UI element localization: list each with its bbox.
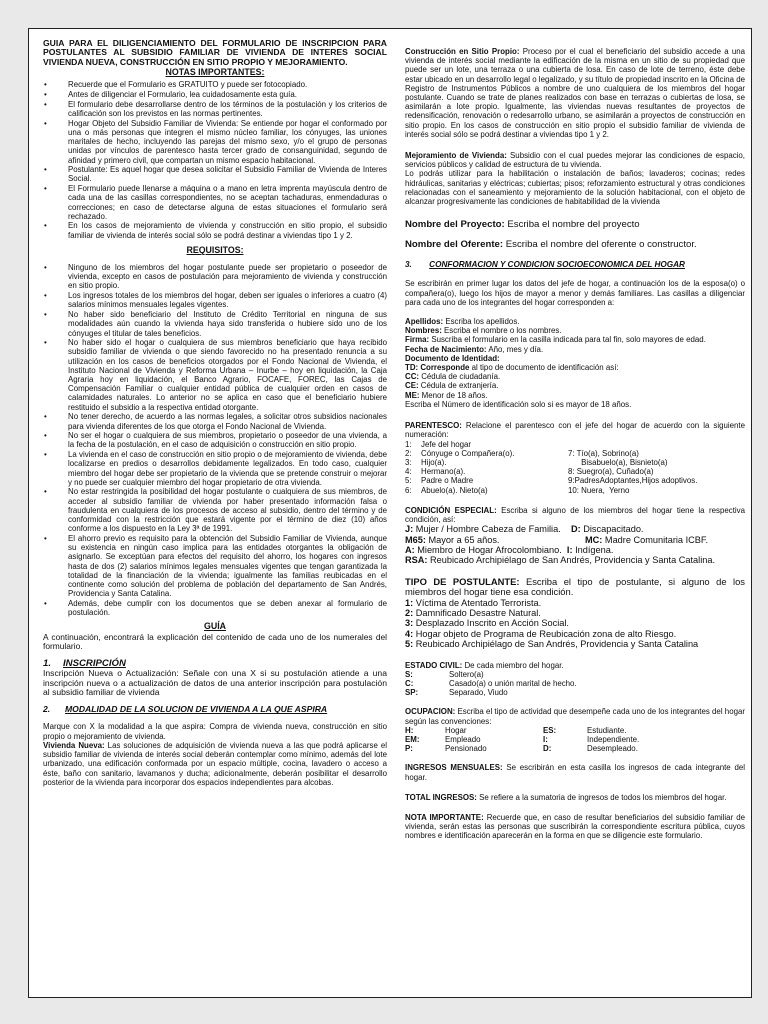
ocupacion-code: D: <box>543 744 552 754</box>
ocupacion-list <box>405 726 745 754</box>
proyecto-label: Nombre del Proyecto: <box>405 219 505 231</box>
parentesco-num: 6: <box>405 485 412 495</box>
ocupacion-code: EM: <box>405 735 420 745</box>
nota-importante-label: NOTA IMPORTANTE: <box>405 813 484 823</box>
me-label: ME: <box>405 390 420 400</box>
tipo-text: Escriba el tipo de postulante, si alguno de los miembros del hogar tiene esa condición. <box>405 575 745 598</box>
requisito-item: • No haber sido el hogar o cualquiera de sus miembros beneficiario que haya recibido subsidio familiar de vivienda o que siendo favorecido no ha presentado renuncia a su utilización en los casos de beneficios otorgados por el Fondo Nacional de Vivienda, el Instituto Nacional de Vivienda y Reforma Urbana – Inurbe – hoy en liquidación, la Caja Agraria hoy en liquidación, el Banco Agrario, FOCAFE, FOREC, las Cajas de Compensación Familiar o cualquier entidad pública de cualquier orden en casos de calamidades naturales. Lo anterior no se aplica en caso que el beneficiario hubiere restituido el subsidio a la respectiva entidad otorgante. <box>43 338 387 412</box>
requisito-item: • Ninguno de los miembros del hogar postulante puede ser propietario o poseedor de vivienda, excepto en casos de postulación para mejoramiento de vivienda y construcción en sitio propio. <box>43 263 387 291</box>
ocupacion-code: ES: <box>543 725 557 735</box>
requisito-item: • No estar restringida la posibilidad del hogar postulante o cualquiera de sus miembros, de acceder al subsidio familiar de vivienda por haber presentado información falsa o fraudulenta en cualquiera de los procesos de acceso al subsidio, dentro del término y de conformidad con la restricción que estará vigente por el término de diez (10) años conforme a los dispuesto en la Ley 3ª de 1991. <box>43 487 387 533</box>
estado-civil-list <box>405 670 745 698</box>
vivienda-nueva-paragraph <box>43 741 387 787</box>
requisito-item: • Los ingresos totales de los miembros del hogar, deben ser iguales o inferiores a cuatro (4) salarios mínimos mensuales legales vigentes. <box>43 291 387 309</box>
requisito-item: • El ahorro previo es requisito para la obtención del Subsidio Familiar de Vivienda, aunque su existencia en ningún caso implica para las entidades otorgantes la obligación de asignarlo. Se exceptúan para efectos del requisito del ahorro, los hogares con ingresos hasta de dos (2) salarios mínimos legales mensuales vigentes que tengan garantizada la totalidad de la financiación de la vivienda; igualmente las familias reubicadas en el continente como solución del problema de población del departamento de San Andrés, Providencia y Santa Catalina. <box>43 534 387 598</box>
parentesco-num: 1: <box>405 439 412 449</box>
tipo-item <box>405 608 745 618</box>
right-column <box>405 39 745 841</box>
condicion-row-1 <box>405 524 745 534</box>
section-3-title: CONFORMACION Y CONDICION SOCIOECONOMICA DEL HOGAR <box>429 260 685 270</box>
tipo-desc: Reubicado Archipiélago de San Andrés, Providencia y Santa Catalina <box>413 639 699 650</box>
oferente-line <box>405 239 745 250</box>
construccion-paragraph <box>405 47 745 139</box>
cond-rsa-text: Reubicado Archipiélago de San Andrés, Providencia y Santa Catalina. <box>427 555 716 566</box>
ocupacion-label: OCUPACION: <box>405 707 456 717</box>
documento-line <box>405 354 745 363</box>
parentesco-alt: 7: Tío(a), Sobrino(a) <box>568 448 639 458</box>
cc-text: Cédula de ciudadanía. <box>419 372 501 382</box>
nota-importante-paragraph <box>405 813 745 841</box>
tipo-code: 2: <box>405 607 414 618</box>
parentesco-alt: Bisabuelo(a), Bisnieto(a) <box>568 457 668 467</box>
condicion-paragraph <box>405 506 745 524</box>
parentesco-text: Relacione el parentesco con el jefe del hogar de acuerdo con la siguiente numeración: <box>405 421 745 440</box>
proyecto-line <box>405 219 745 230</box>
documento-note: Escriba el Número de identificación solo si es mayor de 18 años. <box>405 399 632 409</box>
section-3-number: 3. <box>405 260 412 270</box>
fecha-label: Fecha de Nacimiento: <box>405 344 487 354</box>
cond-j-text: Mujer / Hombre Cabeza de Familia. <box>413 524 561 535</box>
estado-civil-desc: Soltero(a) <box>449 669 484 679</box>
apellidos-line <box>405 317 745 326</box>
section-1-title: INSCRIPCIÓN <box>63 657 126 669</box>
parentesco-num: 3: <box>405 457 412 467</box>
section-3-intro: Se escribirán en primer lugar los datos del jefe de hogar, a continuación los de la esposa(o) o compañera(o), luego los hijos de mayor a menor y demás familiares. Las casillas a diligenciar para cada uno de los integrantes del hogar corresponden a: <box>405 279 745 307</box>
estado-civil-desc: Separado, Viudo <box>449 688 508 698</box>
section-3-heading <box>405 260 745 269</box>
td-line <box>405 363 745 372</box>
td-text: al tipo de documento de identificación así: <box>469 363 619 373</box>
total-ingresos-label: TOTAL INGRESOS: <box>405 792 477 802</box>
parentesco-desc: Hijo(a). <box>421 457 447 467</box>
cond-mc-text: Madre Comunitaria ICBF. <box>602 534 709 545</box>
parentesco-desc: Abuelo(a). Nieto(a) <box>421 485 488 495</box>
parentesco-alt: 9:PadresAdoptantes,Hijos adoptivos. <box>568 476 698 486</box>
mejoramiento-paragraph <box>405 151 745 169</box>
parentesco-alt: 10: Nuera, Yerno <box>568 485 630 495</box>
tipo-desc: Desplazado Inscrito en Acción Social. <box>413 618 569 629</box>
nombres-text: Escriba el nombre o los nombres. <box>441 326 562 336</box>
cond-a-text: Miembro de Hogar Afrocolombiano. <box>414 544 562 555</box>
total-ingresos-text: Se refiere a la sumatoria de ingresos de todos los miembros del hogar. <box>476 792 727 802</box>
parentesco-num: 5: <box>405 476 412 486</box>
ce-text: Cédula de extranjería. <box>418 381 499 391</box>
estado-civil-paragraph <box>405 661 745 670</box>
ingresos-mensuales-label: INGRESOS MENSUALES: <box>405 763 503 773</box>
ocupacion-desc: Estudiante. <box>587 725 627 735</box>
nota-item: • Hogar Objeto del Subsidio Familiar de Vivienda: Se entiende por hogar el conformado por una o más personas que integren el mismo núcleo familiar, los cónyuges, las uniones maritales de hecho, incluyendo las parejas del mismo sexo, y/o el grupo de personas unidas por vínculos de parentesco hasta tercer grado de consanguinidad, segundo de afinidad y primero civil, que compartan un mismo espacio habitacional. <box>43 119 387 165</box>
me-line <box>405 391 745 400</box>
tipo-desc: Hogar objeto de Programa de Reubicación zona de alto Riesgo. <box>413 628 677 639</box>
condicion-label: CONDICIÓN ESPECIAL: <box>405 505 497 515</box>
tipo-code: 3: <box>405 618 414 629</box>
parentesco-desc: Hermano(a). <box>421 467 466 477</box>
total-ingresos-paragraph <box>405 793 745 802</box>
guia-heading: GUÍA <box>204 621 226 632</box>
requisito-item: • La vivienda en el caso de construcción en sitio propio o de mejoramiento de vivienda, debe localizarse en predios o desarrollos debidamente legalizados. En todo caso, cualquier miembro del hogar debe ser propietario de la vivienda que se pretende construir o mejorar y no puede ser cualquier miembro del hogar propietario de otra vivienda. <box>43 450 387 487</box>
section-2-title: MODALIDAD DE LA SOLUCION DE VIVIENDA A LA QUE ASPIRA <box>65 704 328 715</box>
oferente-label: Nombre del Oferente: <box>405 239 504 251</box>
tipo-code: 1: <box>405 597 414 608</box>
estado-civil-text: De cada miembro del hogar. <box>462 660 564 670</box>
nombres-line <box>405 326 745 335</box>
tipo-code: 5: <box>405 639 414 650</box>
cond-j-code: J: <box>405 524 414 535</box>
parentesco-list <box>405 440 745 495</box>
cond-mc-code: MC: <box>585 534 603 545</box>
estado-civil-label: ESTADO CIVIL: <box>405 660 463 670</box>
tipo-list <box>405 598 745 650</box>
construccion-label: Construcción en Sitio Propio: <box>405 47 520 56</box>
parentesco-alt: 8: Suegro(a), Cuñado(a) <box>568 467 654 477</box>
ce-label: CE: <box>405 381 419 391</box>
condicion-row-3 <box>405 545 745 555</box>
td-label: TD: Corresponde <box>405 363 470 373</box>
cond-i-text: Indígena. <box>572 544 614 555</box>
tipo-desc: Víctima de Atentado Terrorista. <box>413 597 542 608</box>
cond-d-text: Discapacitado. <box>580 524 644 535</box>
cc-label: CC: <box>405 372 420 382</box>
documento-label: Documento de Identidad: <box>405 353 500 363</box>
condicion-row-4 <box>405 555 745 565</box>
estado-civil-code: S: <box>405 669 413 679</box>
tipo-label: TIPO DE POSTULANTE: <box>405 575 520 587</box>
apellidos-text: Escriba los apellidos. <box>443 317 520 327</box>
tipo-code: 4: <box>405 628 414 639</box>
ocupacion-code: P: <box>405 744 413 754</box>
firma-line <box>405 335 745 344</box>
tipo-item <box>405 618 745 628</box>
vivienda-nueva-label: Vivienda Nueva: <box>43 740 105 750</box>
parentesco-desc: Cónyuge o Compañera(o). <box>421 448 515 458</box>
ingresos-mensuales-text: Se escribirán en esta casilla los ingresos de cada integrante del hogar. <box>405 763 745 782</box>
nota-item: • Postulante: Es aquel hogar que desea solicitar el Subsidio Familiar de Vivienda de Interes Social. <box>43 165 387 183</box>
vivienda-nueva-text: Las soluciones de adquisición de vivienda nueva a las que podrá aplicarse el subsidio familiar de vivienda de interés social deberán contemplar como mínimo, además del lote urbanizado, una edificación conformada por un espacio múltiple, cocina, lavadero o acceso a éste, baño con sanitario, lavamanos y ducha; adicionalmente, deberán posibilitar el desarrollo posterior de la vivienda para incorporar dos espacios independientes para alcobas. <box>43 740 387 787</box>
ocupacion-code: I: <box>543 735 548 745</box>
tipo-item <box>405 639 745 649</box>
document-title: GUIA PARA EL DILIGENCIAMIENTO DEL FORMULARIO DE INSCRIPCION PARA POSTULANTES AL SUBSIDIO FAMILIAR DE VIVIENDA DE INTERES SOCIAL VIVIENDA NUEVA, CONSTRUCCIÓN EN SITIO PROPIO Y MEJORAMIENTO. <box>43 38 387 67</box>
ocupacion-paragraph <box>405 707 745 725</box>
firma-text: Suscriba el formulario en la casilla indicada para tal fin, solo mayores de edad. <box>429 335 706 345</box>
requisito-item: • No haber sido beneficiario del Instituto de Crédito Territorial en ninguna de sus modalidades aún cuando la vivienda haya sido transferida o hubiere sido uno de los cónyuges el titular de tales beneficios. <box>43 310 387 338</box>
parentesco-desc: Jefe del hogar <box>421 439 472 449</box>
oferente-text: Escriba el nombre del oferente o constructor. <box>503 239 697 251</box>
nota-item: • El Formulario puede llenarse a máquina o a mano en letra imprenta mayúscula dentro de cada una de las casillas correspondientes, no se aceptan tachaduras, enmendaduras o correcciones; en caso de detectarse alguna de estas situaciones el formulario será rechazado. <box>43 184 387 221</box>
ocupacion-desc: Pensionado <box>445 744 487 754</box>
nota-item: • En los casos de mejoramiento de vivienda y construcción en sitio propio, el subsidio familiar de vivienda de interés social sólo se podrá destinar a viviendas tipo 1 y 2. <box>43 221 387 239</box>
requisito-item: • No ser el hogar o cualquiera de sus miembros, propietario o poseedor de una vivienda, a la fecha de la postulación, en el caso de adquisición o construcción en sitio propio. <box>43 431 387 449</box>
tipo-item <box>405 598 745 608</box>
me-text: Menor de 18 años. <box>419 390 488 400</box>
firma-label: Firma: <box>405 335 430 345</box>
requisito-item: • Además, debe cumplir con los documentos que se deben anexar al formulario de postulación. <box>43 599 387 617</box>
section-2-number: 2. <box>43 704 51 715</box>
proyecto-text: Escriba el nombre del proyecto <box>504 219 640 231</box>
nota-item: • El formulario debe desarrollarse dentro de los términos de la postulación y los criterios de calificación son los previstos en las normas pertinentes. <box>43 100 387 118</box>
section-1-number: 1. <box>43 657 52 669</box>
ocupacion-code: H: <box>405 725 414 735</box>
nota-item: • Antes de diligenciar el Formulario, lea cuidadosamente esta guía. <box>43 90 387 99</box>
tipo-desc: Damnificado Desastre Natural. <box>413 607 541 618</box>
parentesco-alt <box>568 440 745 449</box>
notas-list <box>43 80 387 239</box>
left-column <box>43 39 387 787</box>
estado-civil-desc: Casado(a) o unión marital de hecho. <box>449 679 577 688</box>
tipo-paragraph <box>405 577 745 598</box>
ocupacion-desc: Independiente. <box>587 735 640 745</box>
nota-item: • Recuerde que el Formulario es GRATUITO y puede ser fotocopiado. <box>43 80 387 89</box>
document-page <box>28 28 752 998</box>
ingresos-mensuales-paragraph <box>405 763 745 781</box>
mejoramiento-text-2: Lo podrás utilizar para la habilitación o instalación de baños; lavaderos; cocinas; redes hidráulicas, sanitarias y eléctricas; cubiertas; pisos; reforzamiento estructural y otras condiciones relacionadas con el saneamiento y mejoramiento de la solución habitacional, con el objeto de alcanzar progresivamente las condiciones de habitabilidad de la vivienda <box>405 169 745 207</box>
parentesco-label: PARENTESCO: <box>405 421 462 431</box>
estado-civil-code: SP: <box>405 688 419 698</box>
ocupacion-text: Escriba el tipo de actividad que desempeñe cada uno de los integrantes del hogar según las convenciones: <box>405 707 745 726</box>
ocupacion-desc: Empleado <box>445 735 481 745</box>
cond-i-code: I: <box>566 544 573 555</box>
parentesco-num: 2: <box>405 448 412 458</box>
cc-line <box>405 372 745 381</box>
estado-civil-code: C: <box>405 679 414 688</box>
member-fields <box>405 317 745 409</box>
cond-rsa-code: RSA: <box>405 555 428 566</box>
requisito-item: • No tener derecho, de acuerdo a las normas legales, a solicitar otros subsidios nacionales para vivienda diferentes de los que otorga el Fondo Nacional de Vivienda. <box>43 412 387 430</box>
section-2-heading <box>43 705 387 714</box>
ocupacion-desc: Hogar <box>445 725 467 735</box>
cond-m65-code: M65: <box>405 534 426 545</box>
cond-m65-text: Mayor a 65 años. <box>425 534 500 545</box>
ce-line <box>405 381 745 390</box>
condicion-row-2 <box>405 535 745 545</box>
cond-d-code: D: <box>570 524 581 535</box>
ocupacion-desc: Desempleado. <box>587 744 638 754</box>
section-1-text: Inscripción Nueva o Actualización: Señale con una X si su postulación atiende a una inscripción nueva o a actualización de datos de una anterior inscripción para postulación al subsidio familiar de vivienda <box>43 667 387 698</box>
condicion-codes <box>405 524 745 566</box>
parentesco-paragraph <box>405 421 745 439</box>
guia-intro: A continuación, encontrará la explicación del contenido de cada uno de los numerales del formulario. <box>43 631 387 652</box>
mejoramiento-label: Mejoramiento de Vivienda: <box>405 151 507 161</box>
nota-importante-text: Recuerde que, en caso de resultar beneficiarios del subsidio familiar de vivienda, serán estas las personas que suscribirán la correspondiente escritura pública, cuyos nombres e identificación aparecerán en la forma en que se diligencie este formulario. <box>405 813 745 841</box>
requisitos-heading: REQUISITOS: <box>186 244 244 255</box>
cond-a-code: A: <box>405 544 415 555</box>
mejoramiento-text: Subsidio con el cual puedes mejorar las condiciones de espacio, servicios públicos y calidad de estructura de tu vivienda. <box>405 151 745 170</box>
apellidos-label: Apellidos: <box>405 317 444 327</box>
parentesco-desc: Padre o Madre <box>421 476 474 486</box>
condicion-text: Escriba si alguno de los miembros del hogar tiene la respectiva condición, así: <box>405 505 746 524</box>
construccion-text: Proceso por el cual el beneficiario del subsidio accede a una vivienda de interés social mediante la edificación de la misma en un sitio de su propiedad que puede ser un lote, una terraza o una cubierta de losa. En caso de lote de terreno, éste debe estar ubicado en un desarrollo legal o legalizado, y su título de propiedad inscrito en la Oficina de Registro de Instrumentos Públicos a nombre de uno cualquiera de los miembros del hogar postulante. Cuando se trate de planes realizados con base en terrazas o cubiertas de losa, se asimilarán a lote propio. Igualmente, las viviendas nuevas resultantes de proyectos de redensificación, renovación o redesarrollo urbano, se asimilarán a proyectos de construcción en sitio propio. En los casos de construcción en sitio propio el subsidio familiar de vivienda de interés social sólo se podrá destinar a viviendas tipo 1 y 2. <box>405 47 745 139</box>
parentesco-num: 4: <box>405 467 412 477</box>
fecha-text: Año, mes y día. <box>486 344 544 354</box>
nombres-label: Nombres: <box>405 326 442 336</box>
fecha-line <box>405 345 745 354</box>
tipo-item <box>405 629 745 639</box>
notas-heading: NOTAS IMPORTANTES: <box>165 67 265 78</box>
requisitos-list <box>43 263 387 617</box>
section-2-text: Marque con X la modalidad a la que aspira: Compra de vivienda nueva, construcción en sitio propio o mejoramiento de vivienda. <box>43 722 387 741</box>
section-1-heading <box>43 659 387 668</box>
